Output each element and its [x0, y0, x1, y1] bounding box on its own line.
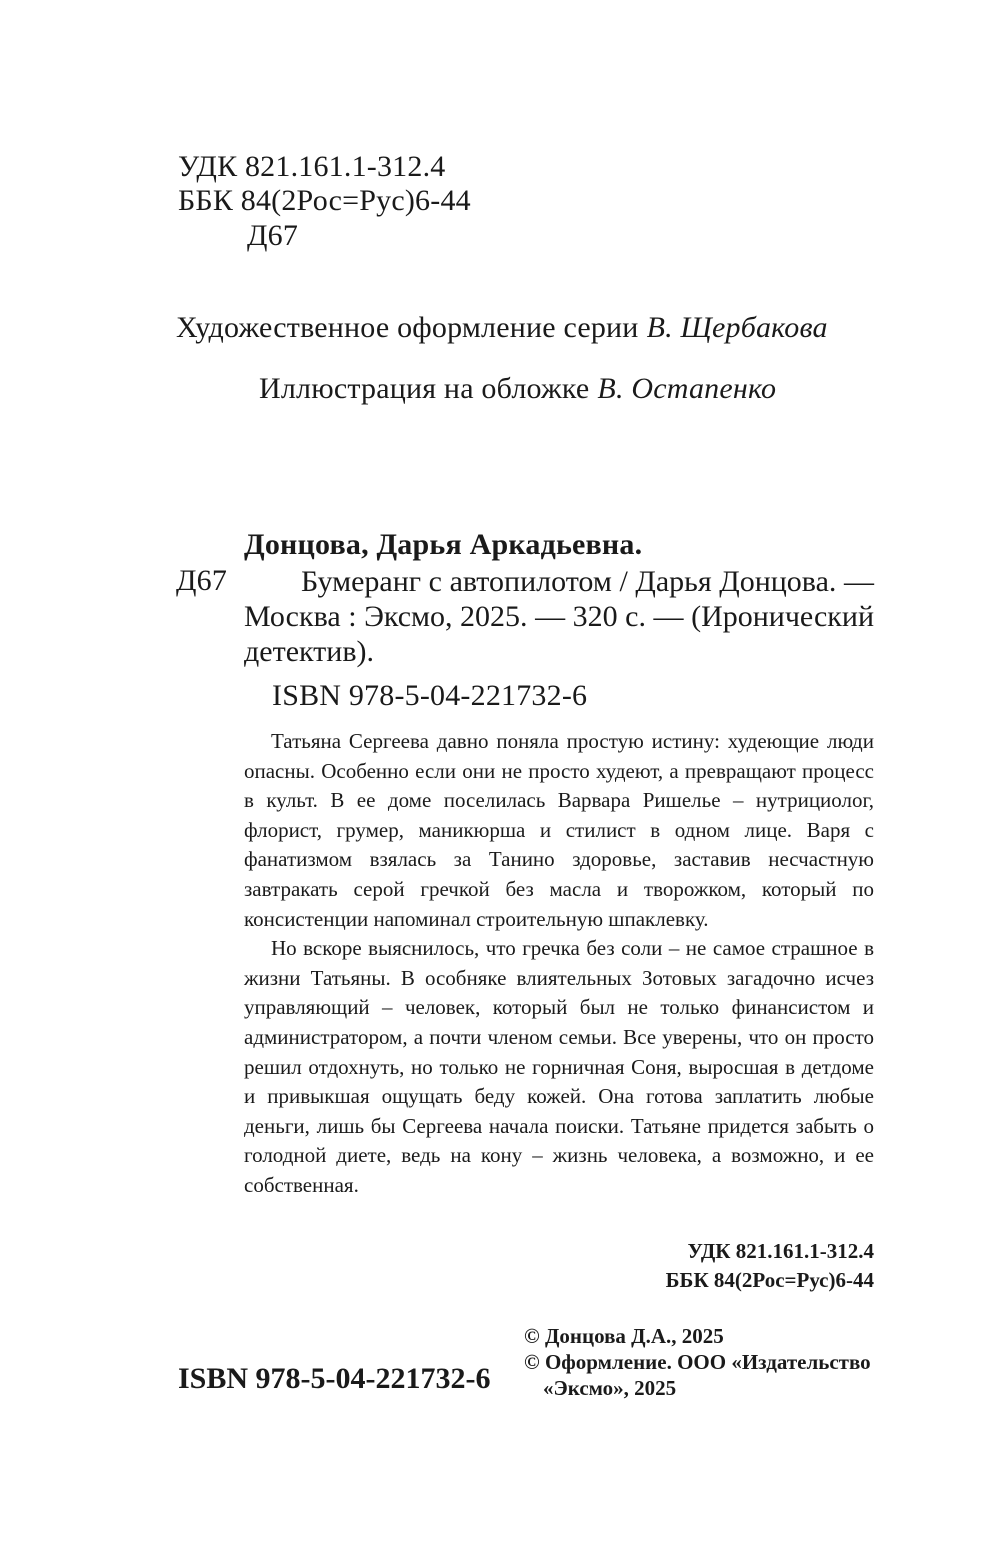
- cover-illustrator-name: В. Остапенко: [597, 372, 777, 405]
- bbk-code-footer: ББК 84(2Рос=Рус)6-44: [665, 1268, 874, 1292]
- series-design-label: Художественное оформление серии: [176, 311, 639, 344]
- annotation-paragraph: Но вскоре выяснилось, что гречка без соли – не самое страшное в жизни Татьяны. В особняке влиятельных Зотовых загадочно исчез управляющий – человек, который был не только финансистом и администратором, а почти членом семьи. Все уверены, что он просто решил отдохнуть, но только не горничная Соня, выросшая в детдоме и привыкшая ощущать беду кожей. Она готова заплатить любые деньги, лишь бы Сергеева начала поиски. Татьяне придется забыть о голодной диете, ведь на кону – жизнь человека, а возможно, и ее собственная.: [244, 936, 874, 1197]
- copyright-design-line-1: © Оформление. ООО «Издательство: [524, 1350, 871, 1374]
- cover-illustration-label: Иллюстрация на обложке: [259, 372, 590, 405]
- record-isbn: ISBN 978-5-04-221732-6: [272, 679, 588, 712]
- bbk-code-header: ББК 84(2Рос=Рус)6-44: [178, 184, 471, 217]
- series-design-credit: [176, 311, 828, 345]
- book-annotation: [244, 727, 874, 1201]
- record-bibliographic-description: Бумеранг с автопилотом / Дарья Донцова. — Москва : Эксмо, 2025. — 320 с. — (Иронический детектив).: [244, 565, 874, 668]
- cover-illustration-credit: [259, 372, 776, 406]
- isbn-footer: ISBN 978-5-04-221732-6: [178, 1362, 491, 1395]
- annotation-paragraph: Татьяна Сергеева давно поняла простую истину: худеющие люди опасны. Особенно если они не просто худеют, а превращают процесс в культ. В ее доме поселилась Варвара Ришелье – нутрициолог, флорист, грумер, маникюрша и стилист в одном лице. Варя с фанатизмом взялась за Танино здоровье, заставив несчастную завтракать серой гречкой без масла и творожком, который по консистенции напоминал строительную шпаклевку.: [244, 729, 874, 931]
- record-author: Донцова, Дарья Аркадьевна.: [244, 528, 643, 561]
- record-author-mark: Д67: [176, 564, 228, 597]
- udk-code-footer: УДК 821.161.1-312.4: [687, 1239, 874, 1263]
- copyright-author: © Донцова Д.А., 2025: [524, 1324, 724, 1348]
- author-mark-header: Д67: [247, 219, 299, 252]
- udk-code-header: УДК 821.161.1-312.4: [178, 150, 446, 183]
- series-designer-name: В. Щербакова: [646, 311, 828, 344]
- copyright-design-line-2: «Эксмо», 2025: [543, 1376, 677, 1400]
